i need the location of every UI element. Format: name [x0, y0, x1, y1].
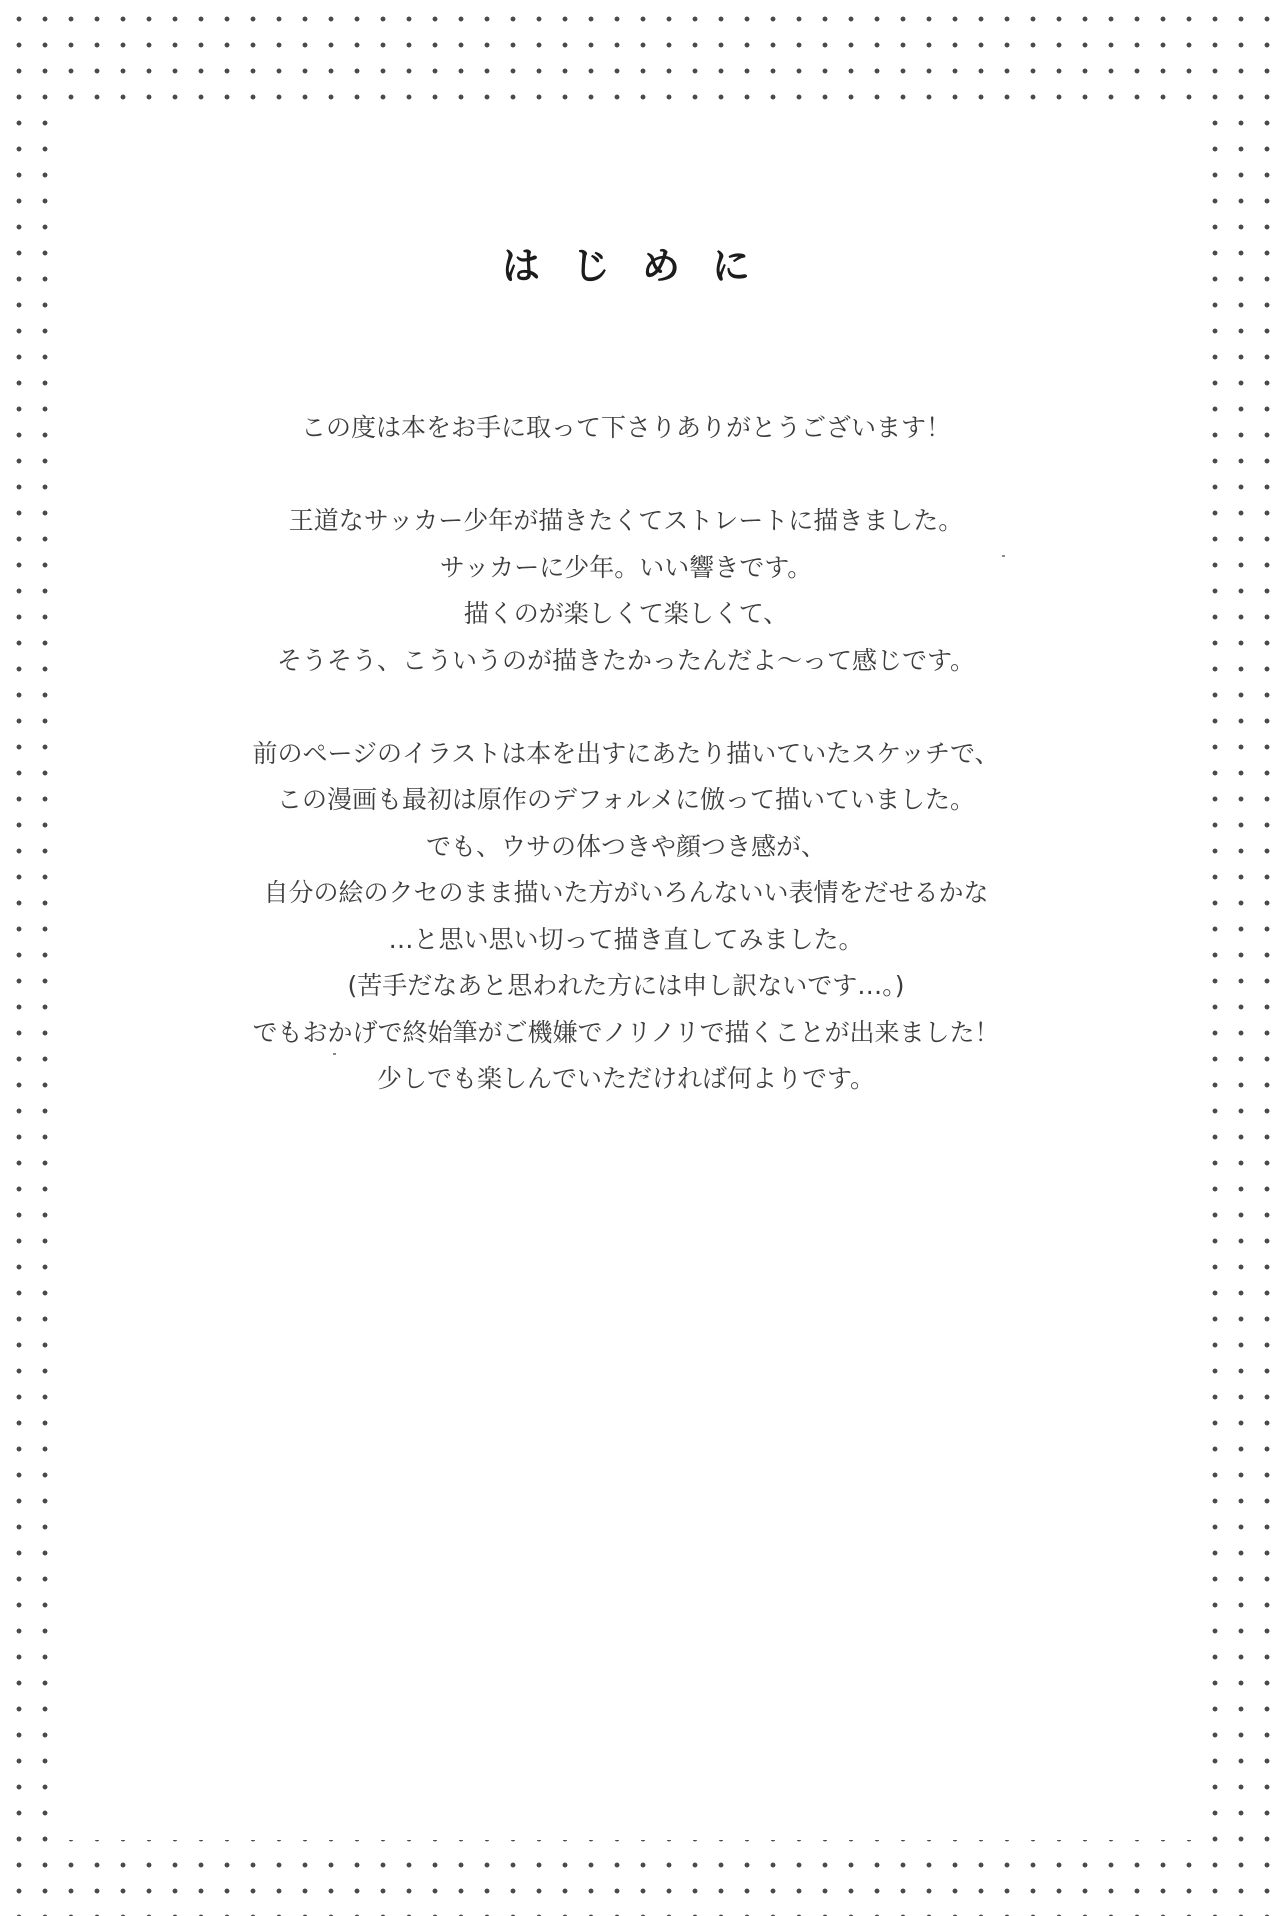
- paragraph-greeting: [60, 405, 1192, 452]
- text-line: 前のページのイラストは本を出すにあたり描いていたスケッチで、: [252, 738, 1000, 768]
- scan-speck: [1002, 555, 1005, 557]
- text-line: 少しでも楽しんでいただければ何よりです。: [376, 1064, 875, 1093]
- paragraph-soccer: [60, 498, 1192, 684]
- page-title: はじめに: [501, 244, 782, 288]
- text-line: この度は本をお手に取って下さりありがとうございます！: [300, 413, 951, 442]
- text-line: でもおかげで終始筆がご機嫌でノリノリで描くことが出来ました！: [252, 1017, 1000, 1047]
- text-line: 王道なサッカー少年が描きたくてストレートに描きました。: [288, 506, 964, 535]
- text-line: 自分の絵のクセのまま描いた方がいろんないい表情をだせるかな: [263, 878, 989, 907]
- text-line: この漫画も最初は原作のデフォルメに倣って描いていました。: [276, 785, 975, 814]
- text-line: …と思い思い切って描き直してみました。: [388, 924, 864, 954]
- text-line: (苦手だなあと思われた方には申し訳ないです…。): [347, 971, 905, 1000]
- text-line: サッカーに少年。いい響きです。: [439, 552, 813, 582]
- text-line: でも、ウサの体つきや顔つき感が、: [425, 831, 826, 861]
- text-line: そうそう、こういうのが描きたかったんだよ～って感じです。: [276, 645, 975, 675]
- scan-speck: [333, 1053, 336, 1055]
- text-line: 描くのが楽しくて楽しくて、: [463, 599, 789, 628]
- paragraph-sketch: [60, 731, 1192, 1103]
- preface-text: [60, 405, 1192, 1103]
- content-panel: [60, 100, 1192, 1840]
